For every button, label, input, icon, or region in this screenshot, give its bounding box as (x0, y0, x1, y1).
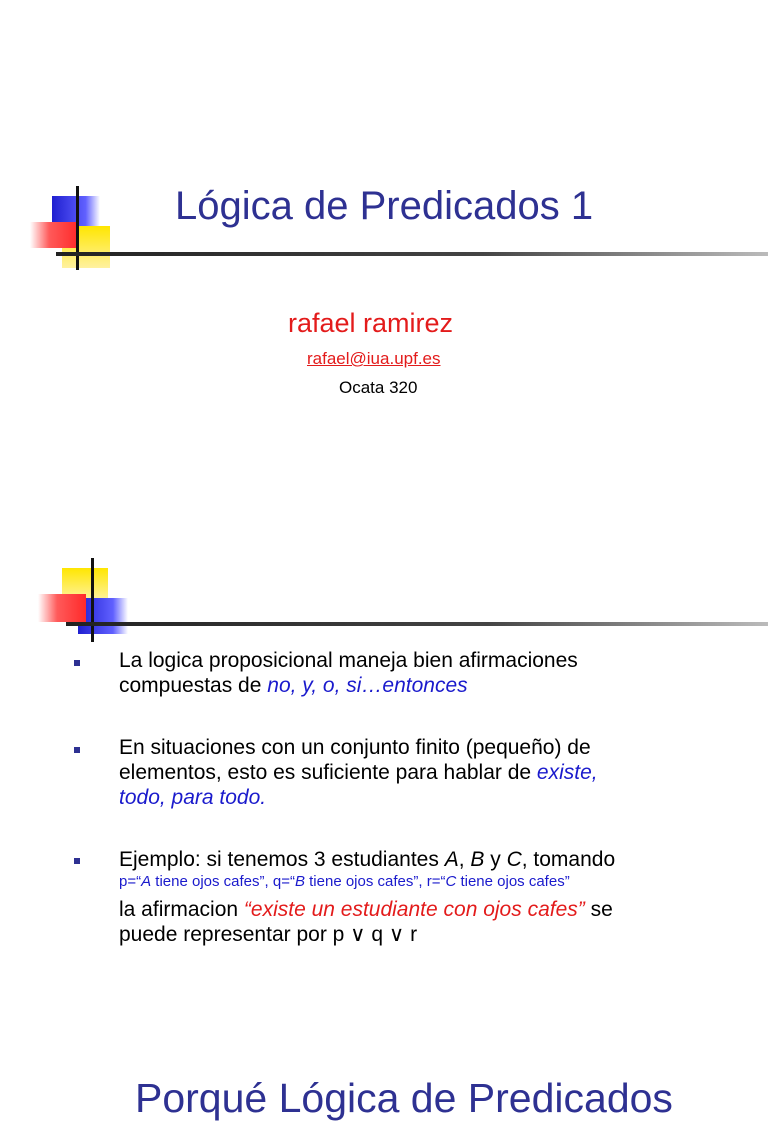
bullet-2-line-2: elementos, esto es suficiente para hablar de existe, (119, 761, 598, 784)
bullet-3-definitions: p=“A tiene ojos cafes”, q=“B tiene ojos cafes”, r=“C tiene ojos cafes” (119, 873, 570, 890)
bullet-3-line-4: puede representar por p ∨ q ∨ r (119, 923, 418, 946)
bullet-1-highlight: no, y, o, si…entonces (267, 674, 468, 697)
bullet-2-line-3: todo, para todo. (119, 786, 267, 809)
bullet-3-line-3: la afirmacion “existe un estudiante con ojos cafes” se (119, 898, 613, 921)
author-name: rafael ramirez (288, 308, 454, 338)
bullet-1-line-1: La logica proposicional maneja bien afirmaciones (119, 649, 578, 672)
bullet-3-text (119, 847, 615, 947)
title-decoration (0, 512, 768, 652)
bullet-2-text (119, 735, 598, 810)
bullet-3-line-1: Ejemplo: si tenemos 3 estudiantes A, B y C, tomando (119, 848, 616, 871)
slide-1 (0, 0, 768, 512)
bullet-1-line-2: compuestas de no, y, o, si…entonces (119, 674, 468, 697)
title-underline (56, 252, 768, 256)
slide-title: Porqué Lógica de Predicados (135, 1075, 673, 1121)
bullet-marker (74, 747, 80, 753)
office-location: Ocata 320 (339, 378, 418, 397)
bullet-marker (74, 660, 80, 666)
bullet-2-line-1: En situaciones con un conjunto finito (pequeño) de (119, 736, 591, 759)
bullet-3-highlight: “existe un estudiante con ojos cafes” (243, 898, 585, 921)
bullet-1-text (119, 648, 578, 698)
author-email-link[interactable]: rafael@iua.upf.es (307, 349, 441, 368)
bullet-marker (74, 858, 80, 864)
slide-title: Lógica de Predicados 1 (175, 184, 594, 228)
title-underline (66, 622, 768, 626)
